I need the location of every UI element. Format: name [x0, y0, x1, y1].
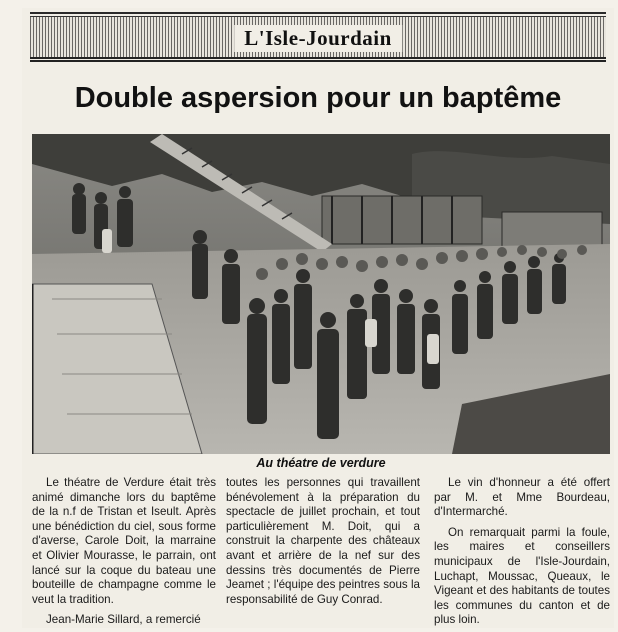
headline: Double aspersion pour un baptême	[74, 82, 562, 114]
column-1-paragraph-1: Le théatre de Verdure était très animé dimanche lors du baptême de la n.f de Tristan et Iseult. Après une bénédiction du ciel, sous forme d'averse, Carole Doit, la marraine et Olivier Mourasse, le parrain, ont lancé sur la coque du bateau une bouteille de champagne comme le veut la tradition.	[32, 476, 216, 606]
photo-caption: Au théatre de verdure	[256, 456, 386, 470]
article-column-2	[226, 476, 420, 607]
section-label: L'Isle-Jourdain	[234, 25, 402, 52]
column-1-paragraph-2: Jean-Marie Sillard, a remercié	[46, 613, 201, 627]
header-rule	[30, 60, 606, 62]
article-column-1	[32, 476, 216, 628]
column-3-paragraph-1: Le vin d'honneur a été offert par M. et Mme Bourdeau, d'Intermarché.	[434, 476, 610, 519]
photo-illustration	[32, 134, 610, 454]
article-photo	[32, 134, 610, 454]
top-rule	[30, 12, 606, 14]
column-3-paragraph-2: On remarquait parmi la foule, les maires et conseillers municipaux de l'Isle-Jourdain, Luchapt, Moussac, Queaux, le Vigeant et des habitants de toutes les communes du canton et de plus loin.	[434, 525, 610, 627]
article-column-3	[434, 476, 610, 628]
newspaper-clipping	[22, 8, 614, 628]
section-header-band	[30, 16, 606, 59]
column-2-paragraph-1: toutes les personnes qui travaillent bénévolement à la préparation du spectacle de juillet prochain, et tout particulièrement M. Doit, qui a construit la charpente des châteaux avant et arrière de la nef sur des dessins très documentés de Pierre Jeamet ; l'équipe des peintres sous la responsabilité de Guy Conrad.	[226, 476, 420, 606]
